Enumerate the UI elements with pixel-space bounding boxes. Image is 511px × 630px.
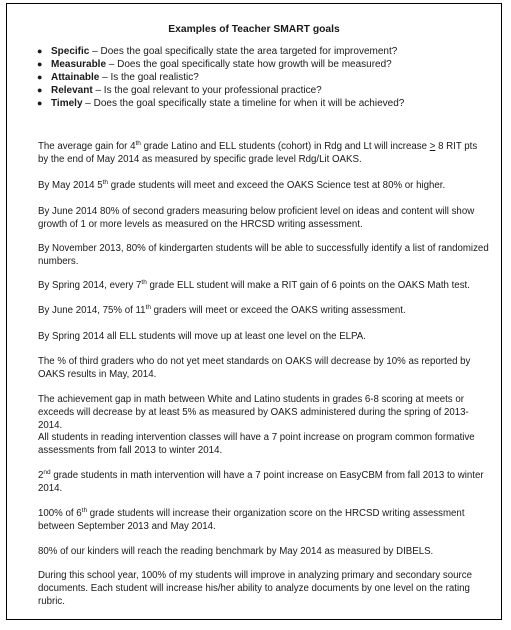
bullet-icon: ● [37,72,43,82]
bullet-icon: ● [37,85,43,95]
criteria-item-specific [37,45,404,58]
bullet-icon: ● [37,59,43,69]
criteria-term: Timely [51,98,83,109]
goal-paragraph-2: By May 2014 5th grade students will meet and exceed the OAKS Science test at 80% or higher. [38,178,446,191]
goal-paragraph-8: The % of third graders who do not yet meet standards on OAKS will decrease by 10% as reported by OAKS results in May, 2014. [38,356,471,381]
goal-paragraph-5: By Spring 2014, every 7th grade ELL student will make a RIT gain of 6 points on the OAKS Math test. [38,278,470,291]
document-title: Examples of Teacher SMART goals [168,24,340,35]
goal-paragraph-12: 100% of 6th grade students will increase their organization score on the HRCSD writing assessment between September 2013 and May 2014. [38,506,465,533]
goal-paragraph-3: By June 2014 80% of second graders measuring below proficient level on ideas and content will show growth of 1 or more levels as measured on the HRCSD writing assessment. [38,206,475,231]
goal-paragraph-13: 80% of our kinders will reach the reading benchmark by May 2014 as measured by DIBELS. [38,546,434,557]
criteria-term: Attainable [51,72,100,83]
criteria-desc: – Does the goal specifically state the area targeted for improvement? [89,46,398,57]
criteria-item-measurable [37,58,404,71]
goal-paragraph-14: During this school year, 100% of my students will improve in analyzing primary and secondary source documents. Each student will increase his/her ability to analyze documents by one level on the rating rubric. [38,570,472,608]
goal-paragraph-7: By Spring 2014 all ELL students will move up at least one level on the ELPA. [38,331,366,342]
document-page [6,3,502,620]
criteria-term: Relevant [51,85,93,96]
goal-paragraph-4: By November 2013, 80% of kindergarten students will be able to successfully identify a list of randomized numbers. [38,243,489,268]
bullet-icon: ● [37,98,43,108]
criteria-term: Specific [51,46,90,57]
criteria-item-timely [37,97,404,110]
goal-paragraph-11: 2nd grade students in math intervention will have a 7 point increase on EasyCBM from fall 2013 to winter 2014. [38,468,484,495]
criteria-term: Measurable [51,59,107,70]
goal-paragraph-1: The average gain for 4th grade Latino and ELL students (cohort) in Rdg and Lt will increase > 8 RIT pts by the end of May 2014 as measured by specific grade level Rdg/Lit OAKS. [38,139,478,166]
smart-criteria-list [37,45,404,110]
bullet-icon: ● [37,46,43,56]
criteria-desc: – Is the goal realistic? [99,72,199,83]
goal-paragraph-10: All students in reading intervention classes will have a 7 point increase on program common formative assessments from fall 2013 to winter 2014. [38,432,475,457]
criteria-desc: – Is the goal relevant to your professional practice? [92,85,322,96]
criteria-item-relevant [37,84,404,97]
goal-paragraph-6: By June 2014, 75% of 11th graders will meet or exceed the OAKS writing assessment. [38,303,406,316]
goal-paragraph-9: The achievement gap in math between White and Latino students in grades 6-8 scoring at meets or exceeds will decrease by at least 5% as measured by OAKS administered during the spring of 2013-2014. [38,394,469,432]
criteria-desc: – Does the goal specifically state a timeline for when it will be achieved? [82,98,405,109]
criteria-item-attainable [37,71,404,84]
criteria-desc: – Does the goal specifically state how growth will be measured? [106,59,392,70]
